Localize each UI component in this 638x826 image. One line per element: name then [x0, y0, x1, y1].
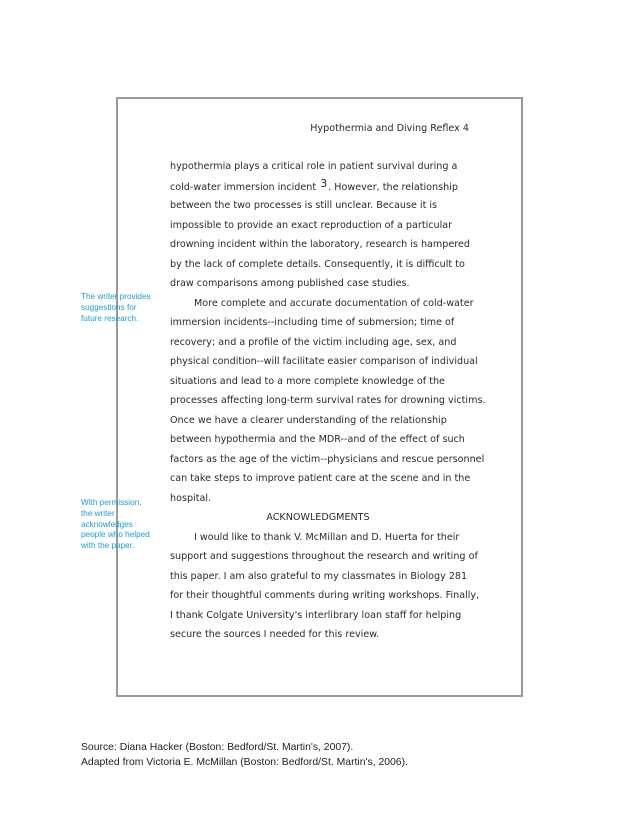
paragraph-line: draw comparisons among published case studies. — [170, 278, 410, 289]
margin-annotation-future-research — [81, 292, 153, 324]
citation-number: 3 — [320, 176, 328, 190]
paper-body — [170, 157, 486, 645]
annotation-line: the writer — [81, 508, 115, 518]
paragraph-line: secure the sources I needed for this review. — [170, 629, 380, 640]
paragraph-line: immersion incidents--including time of submersion; time of — [170, 317, 455, 328]
paragraph-line: hospital. — [170, 492, 212, 504]
paragraph-line: processes affecting long-term survival rates for drowning victims. — [170, 395, 486, 406]
annotation-line: with the paper. — [81, 541, 135, 551]
paragraph-line: factors as the age of the victim--physicians and rescue personnel — [170, 453, 485, 465]
paragraph-line: recovery; and a profile of the victim including age, sex, and — [170, 336, 457, 348]
source-line: Adapted from Victoria E. McMillan (Boston: Bedford/St. Martin's, 2006). — [81, 757, 408, 768]
annotation-line: suggestions for — [81, 302, 137, 312]
paragraph-line: More complete and accurate documentation of cold-water — [194, 297, 474, 309]
paragraph-line: by the lack of complete details. Consequently, it is difficult to — [170, 258, 465, 270]
paragraph-line: situations and lead to a more complete knowledge of the — [170, 375, 445, 387]
paragraph-line — [170, 177, 466, 197]
paragraph-line: for their thoughtful comments during writing workshops. Finally, — [170, 590, 480, 601]
annotation-line: With permission, — [81, 498, 142, 507]
paragraph-line: I would like to thank V. McMillan and D. Huerta for their — [194, 531, 460, 543]
paragraph-line: impossible to provide an exact reproduction of a particular — [170, 219, 453, 231]
line-fragment: cold-water immersion incident — [170, 181, 317, 193]
paragraph-line: support and suggestions throughout the research and writing of — [170, 551, 478, 562]
annotation-line: The writer provides — [81, 292, 151, 301]
paragraph-line: drowning incident within the laboratory, research is hampered — [170, 239, 470, 250]
annotation-line: people who helped — [81, 530, 150, 540]
line-fragment: . However, the relationship — [328, 181, 458, 193]
margin-annotation-acknowledgments — [81, 498, 153, 552]
paragraph-line: can take steps to improve patient care at the scene and in the — [170, 473, 471, 484]
source-citation — [81, 740, 408, 770]
paragraph-line: I thank Colgate University's interlibrary loan staff for helping — [170, 609, 462, 621]
running-head: Hypothermia and Diving Reflex 4 — [310, 123, 469, 134]
paragraph-line: this paper. I am also grateful to my classmates in Biology 281 — [170, 570, 468, 582]
paragraph-line: Once we have a clearer understanding of the relationship — [170, 414, 447, 426]
source-line: Source: Diana Hacker (Boston: Bedford/St. Martin's, 2007). — [81, 742, 354, 753]
annotation-line: acknowledges — [81, 519, 133, 529]
paragraph-line: between hypothermia and the MDR--and of the effect of such — [170, 434, 465, 445]
annotation-line: future research. — [81, 313, 139, 323]
paper-page-frame — [116, 97, 523, 697]
paragraph-line: between the two processes is still unclear. Because it is — [170, 200, 438, 211]
paragraph-line: physical condition--will facilitate easier comparison of individual — [170, 356, 478, 367]
section-heading: ACKNOWLEDGMENTS — [266, 512, 370, 523]
paragraph-line: hypothermia plays a critical role in patient survival during a — [170, 161, 458, 172]
